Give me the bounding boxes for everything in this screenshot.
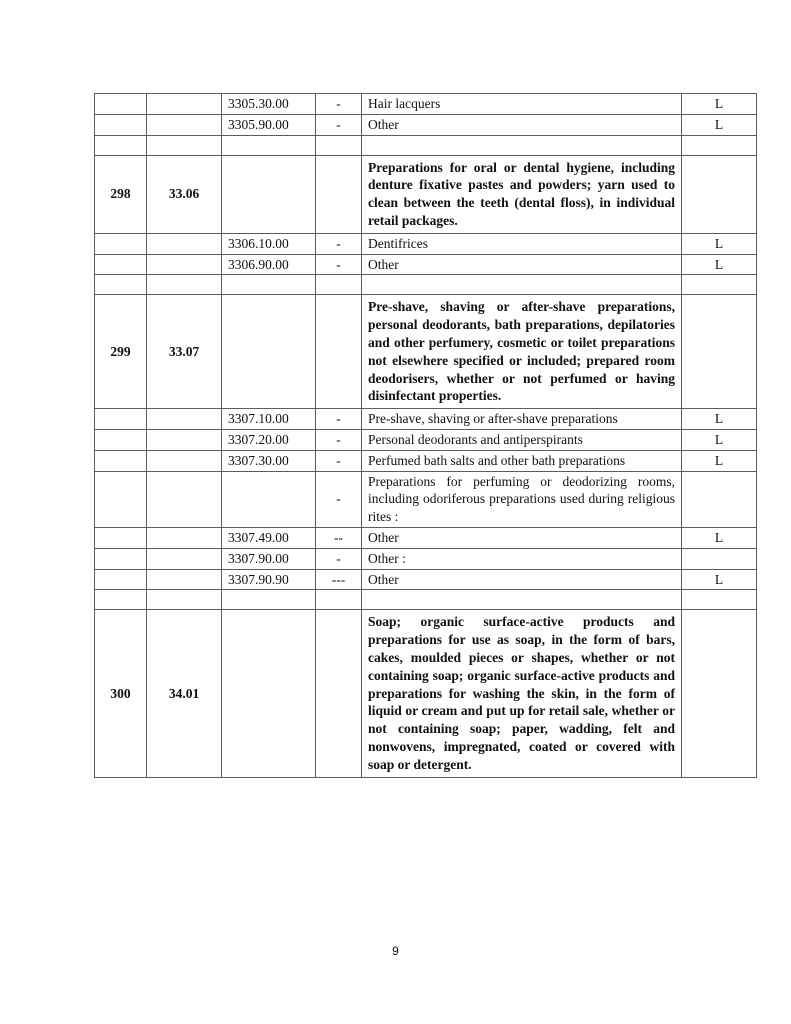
empty-cell [222,295,316,409]
tariff-table-body [95,94,757,778]
empty-cell [362,135,682,155]
empty-cell [362,590,682,610]
tariff-line-row [95,429,757,450]
heading-row [95,155,757,233]
indent-dash-cell: - [316,429,362,450]
empty-cell [682,610,757,777]
category-cell: L [682,254,757,275]
description-cell: Other [362,254,682,275]
hs-code-cell: 3305.30.00 [222,94,316,115]
description-cell: Perfumed bath salts and other bath preparations [362,450,682,471]
description-cell: Other [362,527,682,548]
tariff-line-row [95,569,757,590]
empty-cell [95,429,147,450]
empty-cell [95,569,147,590]
empty-cell [95,254,147,275]
empty-cell [95,590,147,610]
empty-cell [682,135,757,155]
empty-cell [95,450,147,471]
tariff-table [94,93,757,778]
category-cell [682,548,757,569]
hs-code-cell: 3307.30.00 [222,450,316,471]
description-cell: Other [362,114,682,135]
empty-cell [147,429,222,450]
tariff-line-row [95,114,757,135]
description-cell: Preparations for perfuming or deodorizing rooms, including odoriferous preparations used during religious rites : [362,471,682,527]
heading-number-cell: 33.06 [147,155,222,233]
page-number: 9 [392,944,399,958]
hs-code-cell: 3307.49.00 [222,527,316,548]
indent-dash-cell: - [316,548,362,569]
indent-dash-cell: - [316,450,362,471]
category-cell [682,471,757,527]
empty-cell [147,590,222,610]
tariff-line-row [95,233,757,254]
empty-cell [222,275,316,295]
empty-cell [95,548,147,569]
description-cell: Pre-shave, shaving or after-shave preparations [362,409,682,430]
heading-number-cell: 33.07 [147,295,222,409]
indent-dash-cell: - [316,114,362,135]
empty-cell [147,471,222,527]
hs-code-cell: 3306.90.00 [222,254,316,275]
indent-dash-cell: - [316,233,362,254]
category-cell: L [682,409,757,430]
category-cell: L [682,569,757,590]
empty-cell [95,527,147,548]
heading-description-cell: Pre-shave, shaving or after-shave preparations, personal deodorants, bath preparations, depilatories and other perfumery, cosmetic or toilet preparations not elsewhere specified or included; prepared room deodorisers, whether or not perfumed or having disinfectant properties. [362,295,682,409]
empty-cell [147,527,222,548]
empty-cell [222,610,316,777]
empty-cell [147,569,222,590]
indent-dash-cell: - [316,94,362,115]
heading-row [95,610,757,777]
description-cell: Personal deodorants and antiperspirants [362,429,682,450]
empty-cell [682,590,757,610]
hs-code-cell: 3306.10.00 [222,233,316,254]
empty-cell [147,409,222,430]
blank-row [95,135,757,155]
empty-cell [316,610,362,777]
category-cell: L [682,450,757,471]
heading-number-cell: 34.01 [147,610,222,777]
tariff-line-row [95,548,757,569]
empty-cell [362,275,682,295]
tariff-line-row [95,471,757,527]
empty-cell [682,155,757,233]
empty-cell [316,275,362,295]
hs-code-cell: 3307.20.00 [222,429,316,450]
indent-dash-cell: --- [316,569,362,590]
hs-code-cell: 3305.90.00 [222,114,316,135]
empty-cell [316,590,362,610]
hs-code-cell: 3307.90.90 [222,569,316,590]
empty-cell [95,114,147,135]
description-cell: Hair lacquers [362,94,682,115]
serial-number-cell: 299 [95,295,147,409]
description-cell: Dentifrices [362,233,682,254]
empty-cell [316,135,362,155]
empty-cell [222,155,316,233]
empty-cell [147,114,222,135]
empty-cell [147,450,222,471]
hs-code-cell: 3307.90.00 [222,548,316,569]
heading-row [95,295,757,409]
empty-cell [222,135,316,155]
tariff-line-row [95,254,757,275]
indent-dash-cell: - [316,471,362,527]
blank-row [95,590,757,610]
hs-code-cell [222,471,316,527]
serial-number-cell: 298 [95,155,147,233]
empty-cell [147,135,222,155]
indent-dash-cell: - [316,254,362,275]
indent-dash-cell: - [316,409,362,430]
heading-description-cell: Soap; organic surface-active products and preparations for use as soap, in the form of bars, cakes, moulded pieces or shapes, whether or not containing soap; organic surface-active products and preparations for washing the skin, in the form of liquid or cream and put up for retail sale, whether or not containing soap; paper, wadding, felt and nonwovens, impregnated, coated or covered with soap or detergent. [362,610,682,777]
category-cell: L [682,114,757,135]
blank-row [95,275,757,295]
empty-cell [95,94,147,115]
empty-cell [316,295,362,409]
empty-cell [147,233,222,254]
description-cell: Other : [362,548,682,569]
empty-cell [95,135,147,155]
category-cell: L [682,94,757,115]
empty-cell [147,254,222,275]
heading-description-cell: Preparations for oral or dental hygiene, including denture fixative pastes and powders; yarn used to clean between the teeth (dental floss), in individual retail packages. [362,155,682,233]
empty-cell [95,409,147,430]
empty-cell [316,155,362,233]
empty-cell [682,275,757,295]
serial-number-cell: 300 [95,610,147,777]
category-cell: L [682,429,757,450]
empty-cell [95,275,147,295]
tariff-line-row [95,527,757,548]
empty-cell [95,233,147,254]
category-cell: L [682,233,757,254]
empty-cell [95,471,147,527]
empty-cell [682,295,757,409]
empty-cell [222,590,316,610]
tariff-line-row [95,409,757,430]
description-cell: Other [362,569,682,590]
category-cell: L [682,527,757,548]
indent-dash-cell: -- [316,527,362,548]
hs-code-cell: 3307.10.00 [222,409,316,430]
empty-cell [147,94,222,115]
tariff-line-row [95,450,757,471]
tariff-line-row [95,94,757,115]
empty-cell [147,548,222,569]
empty-cell [147,275,222,295]
